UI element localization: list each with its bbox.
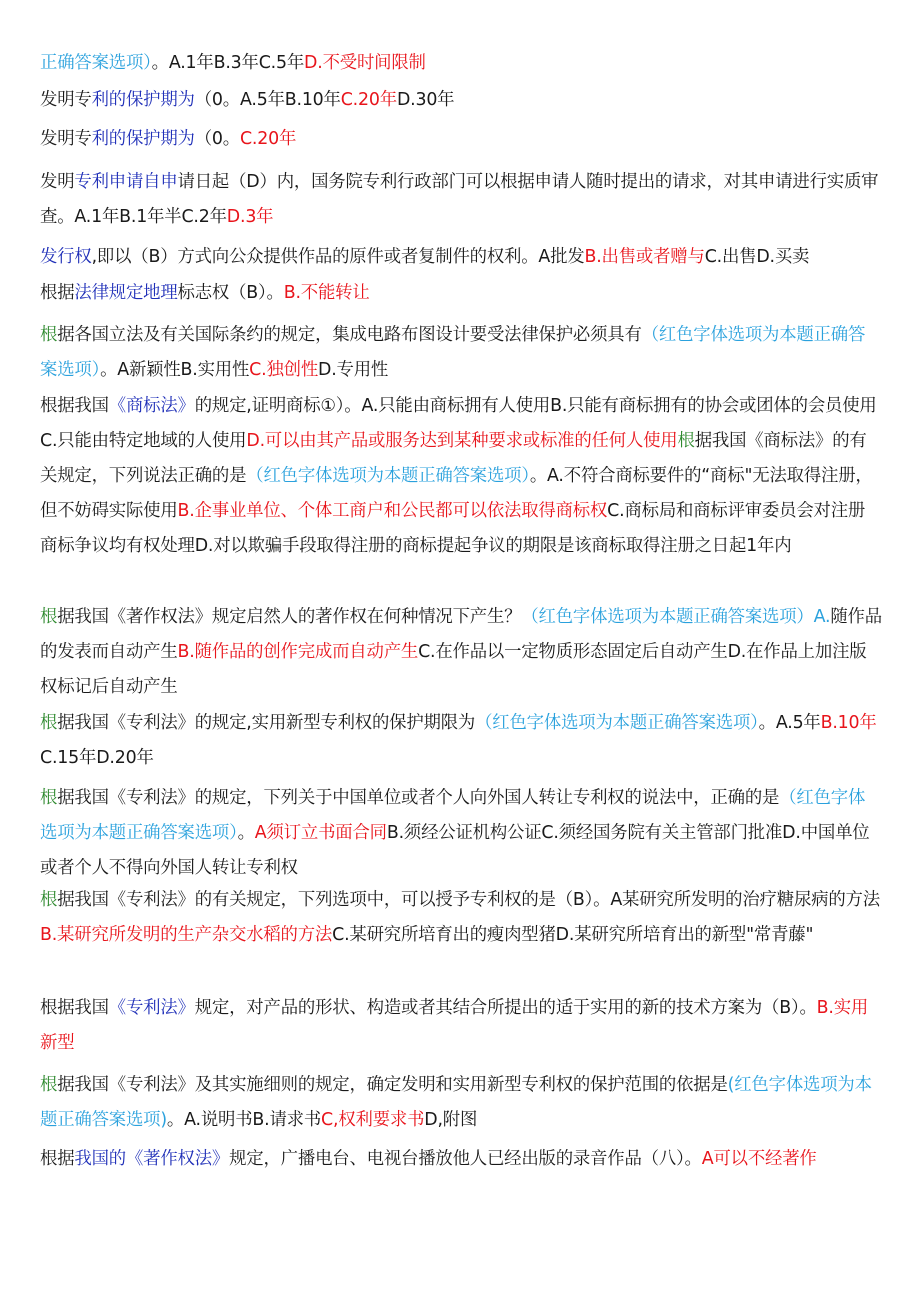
text-run: （红色字体选项为本题正确答案选项）: [475, 713, 759, 733]
text-run: 规定，广播电台、电视台播放他人已经出版的录音作品（八）。: [229, 1149, 702, 1169]
text-run: 随作品的发表而自动产生: [40, 607, 882, 662]
text-run: 。A.不符合商标要件的“商标"无法取得注册，但不妨碍实际使用: [40, 466, 873, 521]
text-run: ,即以（B）方式向公众提供作品的原件或者复制件的权利。A批发: [91, 247, 585, 267]
text-run: D.可以由其产品或服务达到某种要求或标准的任何人使用: [246, 431, 678, 451]
text-run: 根: [677, 431, 695, 451]
text-run: 根据我国: [40, 396, 109, 416]
paragraph-14: [40, 1068, 882, 1138]
paragraph-15: [40, 1142, 882, 1177]
text-run: 。: [237, 823, 255, 843]
text-run: （红色字体选项为本题正确答案选项）: [40, 325, 866, 380]
text-run: 根据我国: [40, 998, 109, 1018]
text-run: 。A.说明书B.请求书: [166, 1110, 322, 1130]
text-run: （红色字体选项为本题正确答案选项）A.: [521, 607, 831, 627]
paragraph-9: [40, 600, 882, 705]
paragraph-7: [40, 318, 882, 388]
text-run: 据各国立法及有关国际条约的规定，集成电路布图设计要受法律保护必须具有: [57, 325, 642, 345]
text-run: D.30年: [396, 90, 455, 110]
text-run: 请日起（D）内，国务院专利行政部门可以根据申请人随时提出的请求，对其申请进行实质审查。A.1年B.1年半C.2年: [40, 172, 879, 227]
text-run: （0。A.5年B.10年: [194, 90, 341, 110]
text-run: B.不能转让: [283, 283, 370, 303]
text-run: 发行权: [40, 247, 92, 267]
paragraph-8: [40, 389, 882, 564]
text-run: （0。: [194, 129, 240, 149]
text-run: 根: [40, 713, 58, 733]
text-run: 。A新颖性B.实用性: [100, 360, 250, 380]
text-run: 据我国《专利法》及其实施细则的规定，确定发明和实用新型专利权的保护范围的依据是: [57, 1075, 728, 1095]
text-run: 根: [40, 890, 58, 910]
text-run: C.商标局和商标评审委员会对注册商标争议均有权处理D.对以欺骗手段取得注册的商标提起争议的期限是该商标取得注册之日起1年内: [40, 501, 866, 556]
text-run: 规定，对产品的形状、构造或者其结合所提出的适于实用的新的技术方案为（B）。: [194, 998, 817, 1018]
text-run: 的规定,证明商标①）。A.只能由商标拥有人使用B.只能有商标拥有的协会或团体的会员使用C.只能由特定地域的人使用: [40, 396, 877, 451]
paragraph-6: [40, 276, 882, 311]
text-run: B.须经公证机构公证C.须经国务院有关主管部门批准D.中国单位或者个人不得向外国人转让专利权: [40, 823, 870, 878]
paragraph-12: [40, 883, 882, 953]
text-run: 据我国《专利法》的规定，下列关于中国单位或者个人向外国人转让专利权的说法中，正确的是: [57, 788, 780, 808]
paragraph-5: [40, 240, 882, 275]
text-run: 。A.1年B.3年C.5年: [151, 53, 305, 73]
text-run: B.随作品的创作完成而自动产生: [177, 642, 419, 662]
text-run: 据我国《专利法》的规定,实用新型专利权的保护期限为: [57, 713, 476, 733]
text-run: 发明专: [40, 90, 92, 110]
text-run: 据我国《专利法》的有关规定，下列选项中，可以授予专利权的是（B）。A某研究所发明的治疗糖尿病的方法: [57, 890, 880, 910]
text-run: D.专用性: [318, 360, 389, 380]
text-run: C.15年D.20年: [40, 748, 154, 768]
text-run: （红色字体选项为本题正确答案选项）: [40, 788, 866, 843]
paragraph-4: [40, 165, 882, 235]
text-run: 据我国《著作权法》规定启然人的著作权在何种情况下产生？: [57, 607, 522, 627]
text-run: C,权利要求书: [321, 1110, 425, 1130]
text-run: 正确答案选项）: [40, 53, 152, 73]
paragraph-3: [40, 122, 882, 157]
text-run: 。A.5年: [758, 713, 821, 733]
text-run: 据我国《商标法》的有关规定，下列说法正确的是: [40, 431, 867, 486]
text-run: C.某研究所培育出的瘦肉型猪D.某研究所培育出的新型"常青藤": [332, 925, 814, 945]
text-run: A可以不经著作: [701, 1149, 817, 1169]
text-run: 《专利法》: [108, 998, 195, 1018]
text-run: (红色字体选项为本题正确答案选项): [40, 1075, 872, 1130]
text-run: B.10年: [820, 713, 877, 733]
text-run: （红色字体选项为本题正确答案选项）: [246, 466, 530, 486]
text-run: B.某研究所发明的生产杂交水稻的方法: [40, 925, 333, 945]
paragraph-11: [40, 781, 882, 886]
text-run: B.实用新型: [40, 998, 869, 1053]
paragraph-2: [40, 83, 882, 118]
text-run: 根: [40, 788, 58, 808]
text-run: C.独创性: [249, 360, 319, 380]
text-run: 标志权（B）。: [177, 283, 284, 303]
text-run: C.20年: [239, 129, 297, 149]
text-run: C.在作品以一定物质形态固定后自动产生D.在作品上加注版权标记后自动产生: [40, 642, 867, 697]
text-run: A须订立书面合同: [254, 823, 387, 843]
text-run: C.出售D.买卖: [704, 247, 810, 267]
text-run: D,附图: [424, 1110, 478, 1130]
text-run: B.企事业单位、个体工商户和公民都可以依法取得商标权: [177, 501, 608, 521]
text-run: 发明: [40, 172, 75, 192]
text-run: 根据: [40, 283, 75, 303]
text-run: 发明专: [40, 129, 92, 149]
text-run: D.3年: [226, 207, 274, 227]
text-run: B.出售或者赠与: [584, 247, 705, 267]
text-run: 根: [40, 607, 58, 627]
text-run: C.20年: [340, 90, 397, 110]
paragraph-1: [40, 46, 882, 81]
text-run: D.不受时间限制: [304, 53, 426, 73]
text-run: 根: [40, 1075, 58, 1095]
text-run: 利的保护期为: [91, 90, 195, 110]
text-run: 根据: [40, 1149, 75, 1169]
paragraph-13: [40, 991, 882, 1061]
text-run: 我国的《著作权法》: [74, 1149, 230, 1169]
paragraph-10: [40, 706, 882, 776]
text-run: 专利申请自申: [74, 172, 178, 192]
text-run: 《商标法》: [108, 396, 195, 416]
text-run: 根: [40, 325, 58, 345]
text-run: 利的保护期为: [91, 129, 195, 149]
text-run: 法律规定地理: [74, 283, 178, 303]
